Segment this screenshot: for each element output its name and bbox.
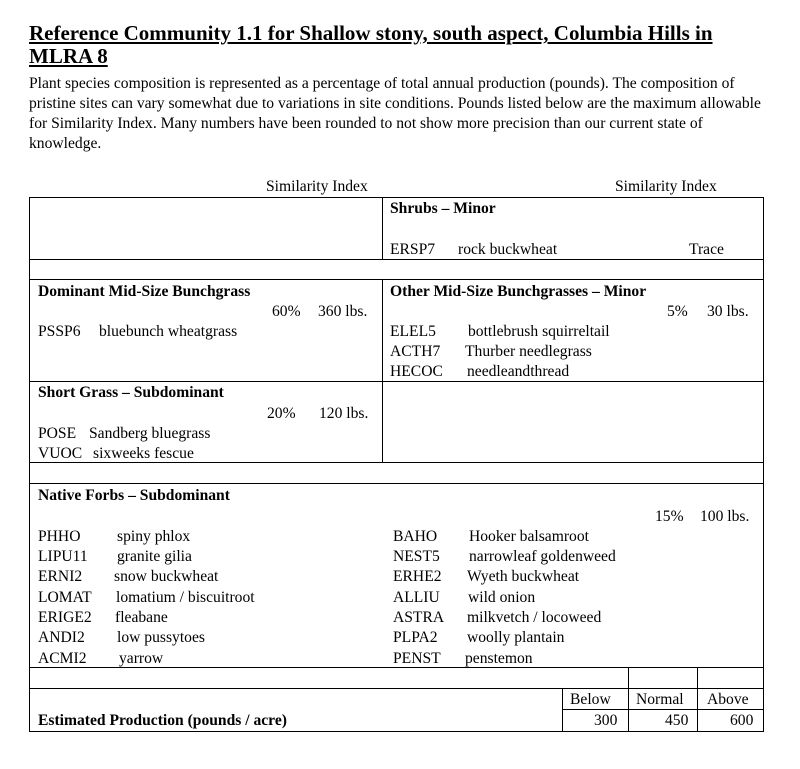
species-code: ACMI2	[38, 650, 87, 667]
shrubs-minor-heading: Shrubs – Minor	[390, 200, 496, 217]
production-header-below: Below	[570, 691, 611, 708]
species-name: granite gilia	[117, 548, 192, 565]
species-code: NEST5	[393, 548, 440, 565]
species-code: PLPA2	[393, 629, 438, 646]
species-code: HECOC	[390, 363, 443, 380]
species-code: VUOC	[38, 445, 83, 462]
species-name: woolly plantain	[467, 629, 565, 646]
production-header-normal: Normal	[636, 691, 684, 708]
species-code: PSSP6	[38, 323, 81, 340]
dominant-bunchgrass-percent: 60%	[272, 303, 301, 320]
species-code: LIPU11	[38, 548, 88, 565]
other-bunchgrasses-percent: 5%	[667, 303, 688, 320]
short-grass-percent: 20%	[267, 405, 296, 422]
species-code: ASTRA	[393, 609, 445, 626]
species-name: Thurber needlegrass	[465, 343, 592, 360]
species-name: fleabane	[115, 609, 168, 626]
species-code: ACTH7	[390, 343, 441, 360]
species-code: PENST	[393, 650, 441, 667]
species-name: wild onion	[468, 589, 536, 606]
species-code: BAHO	[393, 528, 438, 545]
shrubs-minor-amount: Trace	[689, 241, 724, 258]
other-bunchgrasses-pounds: 30 lbs.	[707, 303, 749, 320]
species-code: PHHO	[38, 528, 81, 545]
species-code: POSE	[38, 425, 77, 442]
species-name: Wyeth buckwheat	[467, 568, 580, 585]
species-name: Hooker balsamroot	[469, 528, 589, 545]
short-grass-heading: Short Grass – Subdominant	[38, 384, 224, 401]
intro-paragraph: Plant species composition is represented as a percentage of total annual production (pounds). The composition of pristine sites can vary somewhat due to variations in site conditions. Pounds listed below are the maximum allowable for Similarity Index. Many numbers have been rounded to not show more precision than our current state of knowledge.	[29, 75, 761, 152]
species-name: needleandthread	[467, 363, 570, 380]
species-name: lomatium / biscuitroot	[116, 589, 255, 606]
species-name: Sandberg bluegrass	[89, 425, 211, 442]
similarity-index-label-left: Similarity Index	[266, 178, 368, 195]
species-name: low pussytoes	[117, 629, 205, 646]
species-name: bottlebrush squirreltail	[468, 323, 610, 340]
species-code: LOMAT	[38, 589, 92, 606]
species-name: spiny phlox	[117, 528, 191, 545]
species-code: ELEL5	[390, 323, 436, 340]
species-code: ALLIU	[393, 589, 440, 606]
native-forbs-pounds: 100 lbs.	[700, 508, 750, 525]
species-code: ANDI2	[38, 629, 85, 646]
page-title: Reference Community 1.1 for Shallow stony, south aspect, Columbia Hills in MLRA 8	[29, 21, 713, 68]
species-name: narrowleaf goldenweed	[469, 548, 616, 565]
production-label: Estimated Production (pounds / acre)	[38, 712, 287, 729]
native-forbs-percent: 15%	[655, 508, 684, 525]
production-value-above: 600	[730, 712, 754, 729]
species-code: ERHE2	[393, 568, 442, 585]
production-header-above: Above	[707, 691, 749, 708]
species-name: milkvetch / locoweed	[467, 609, 602, 626]
species-name: sixweeks fescue	[93, 445, 194, 462]
production-value-below: 300	[594, 712, 618, 729]
production-value-normal: 450	[665, 712, 689, 729]
dominant-bunchgrass-pounds: 360 lbs.	[318, 303, 368, 320]
other-bunchgrasses-heading: Other Mid-Size Bunchgrasses – Minor	[390, 283, 647, 300]
dominant-bunchgrass-heading: Dominant Mid-Size Bunchgrass	[38, 283, 251, 300]
species-name: snow buckwheat	[114, 568, 219, 585]
species-name: bluebunch wheatgrass	[99, 323, 238, 340]
similarity-index-label-right: Similarity Index	[615, 178, 717, 195]
native-forbs-heading: Native Forbs – Subdominant	[38, 487, 230, 504]
species-name: penstemon	[465, 650, 533, 667]
species-code: ERIGE2	[38, 609, 92, 626]
species-name: yarrow	[119, 650, 164, 667]
species-name: rock buckwheat	[458, 241, 558, 258]
species-code: ERNI2	[38, 568, 83, 585]
species-code: ERSP7	[390, 241, 436, 258]
short-grass-pounds: 120 lbs.	[319, 405, 369, 422]
